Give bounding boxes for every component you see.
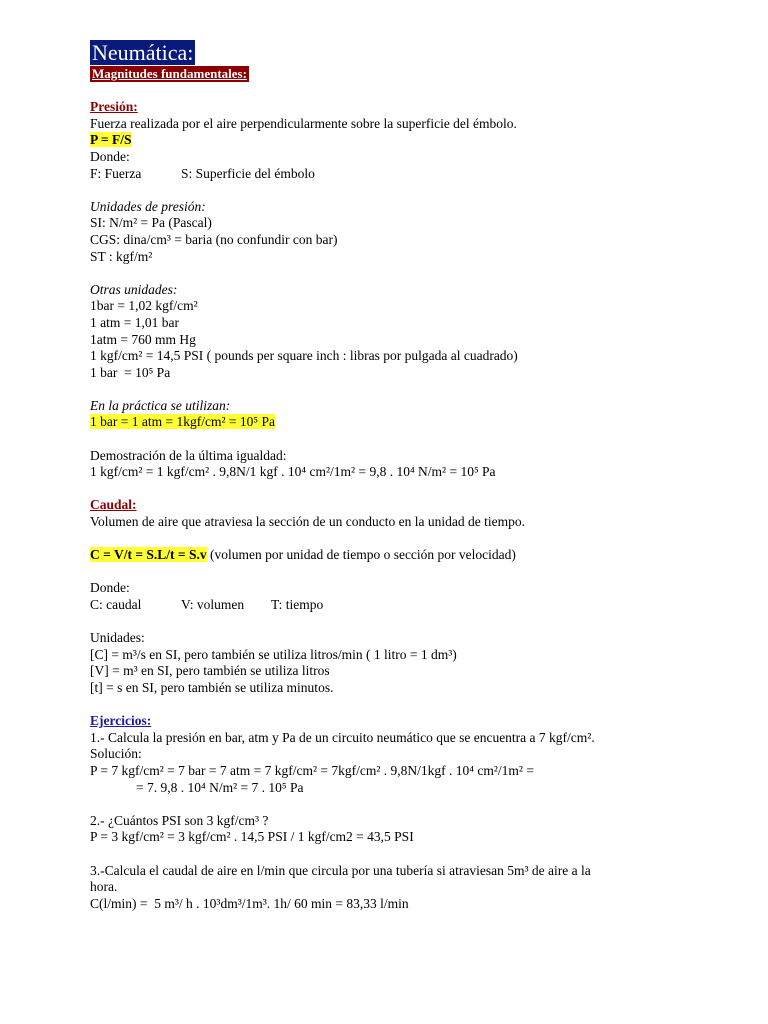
otras-unidad: 1 kgf/cm² = 14,5 PSI ( pounds per square inch : libras por pulgada al cuadrado) [90, 348, 518, 364]
practica-heading: En la práctica se utilizan: [90, 397, 231, 413]
caudal-description: Volumen de aire que atraviesa la sección de un conducto en la unidad de tiempo. [90, 514, 525, 530]
presion-unidades-heading: Unidades de presión: [90, 198, 206, 214]
presion-donde: Donde: [90, 148, 130, 164]
ejercicio-1-line: = 7. 9,8 . 10⁴ N/m² = 7 . 10⁵ Pa [136, 779, 304, 795]
ejercicio-1-line: P = 7 kgf/cm² = 7 bar = 7 atm = 7 kgf/cm² = 7kgf/cm² . 9,8N/1kgf . 10⁴ cm²/1m² = [90, 762, 534, 778]
presion-formula: P = F/S [90, 132, 132, 148]
practica-equivalence: 1 bar = 1 atm = 1kgf/cm² = 10⁵ Pa [90, 414, 275, 430]
caudal-var-t: T: tiempo [271, 597, 324, 612]
caudal-unidad: [t] = s en SI, pero también se utiliza minutos. [90, 679, 334, 695]
caudal-var-v: V: volumen [181, 597, 245, 612]
caudal-donde: Donde: [90, 580, 130, 596]
demostracion-heading: Demostración de la última igualdad: [90, 447, 287, 463]
ejercicio-3-line: hora. [90, 879, 118, 895]
caudal-heading: Caudal: [90, 497, 137, 513]
document-page [90, 40, 710, 912]
otras-unidades-heading: Otras unidades: [90, 281, 178, 297]
presion-si: SI: N/m² = Pa (Pascal) [90, 215, 212, 231]
presion-var-f: F: Fuerza [90, 165, 142, 181]
ejercicios-heading: Ejercicios: [90, 713, 152, 729]
presion-description: Fuerza realizada por el aire perpendicularmente sobre la superficie del émbolo. [90, 115, 517, 131]
ejercicio-3-line: 3.-Calcula el caudal de aire en l/min que circula por una tubería si atraviesan 5m³ de aire a la [90, 862, 591, 878]
caudal-formula: C = V/t = S.L/t = S.v [90, 547, 207, 563]
caudal-formula-note: (volumen por unidad de tiempo o sección por velocidad) [206, 547, 516, 563]
otras-unidad: 1atm = 760 mm Hg [90, 331, 196, 347]
ejercicio-2-line: 2.- ¿Cuántos PSI son 3 kgf/cm³ ? [90, 812, 269, 828]
presion-cgs: CGS: dina/cm³ = baria (no confundir con bar) [90, 231, 338, 247]
presion-st: ST : kgf/m² [90, 248, 153, 264]
caudal-unidad: [V] = m³ en SI, pero también se utiliza litros [90, 663, 330, 679]
presion-heading: Presión: [90, 99, 138, 115]
otras-unidad: 1 bar = 10⁵ Pa [90, 364, 171, 380]
otras-unidad: 1bar = 1,02 kgf/cm² [90, 298, 198, 314]
ejercicio-1-line: 1.- Calcula la presión en bar, atm y Pa de un circuito neumático que se encuentra a 7 kgf/cm². [90, 729, 595, 745]
ejercicio-3-line: C(l/min) = 5 m³/ h . 10³dm³/1m³. 1h/ 60 min = 83,33 l/min [90, 895, 409, 911]
otras-unidad: 1 atm = 1,01 bar [90, 314, 179, 330]
document-title: Neumática: [92, 40, 194, 65]
ejercicio-2-line: P = 3 kgf/cm² = 3 kgf/cm² . 14,5 PSI / 1 kgf/cm2 = 43,5 PSI [90, 829, 414, 845]
document-subtitle: Magnitudes fundamentales: [92, 66, 247, 81]
caudal-unidades-heading: Unidades: [90, 630, 145, 646]
demostracion-formula: 1 kgf/cm² = 1 kgf/cm² . 9,8N/1 kgf . 10⁴ cm²/1m² = 9,8 . 10⁴ N/m² = 10⁵ Pa [90, 464, 496, 480]
presion-var-s: S: Superficie del émbolo [181, 165, 315, 181]
caudal-unidad: [C] = m³/s en SI, pero también se utiliza litros/min ( 1 litro = 1 dm³) [90, 646, 457, 662]
caudal-var-c: C: caudal [90, 597, 142, 612]
ejercicio-1-line: Solución: [90, 746, 142, 762]
